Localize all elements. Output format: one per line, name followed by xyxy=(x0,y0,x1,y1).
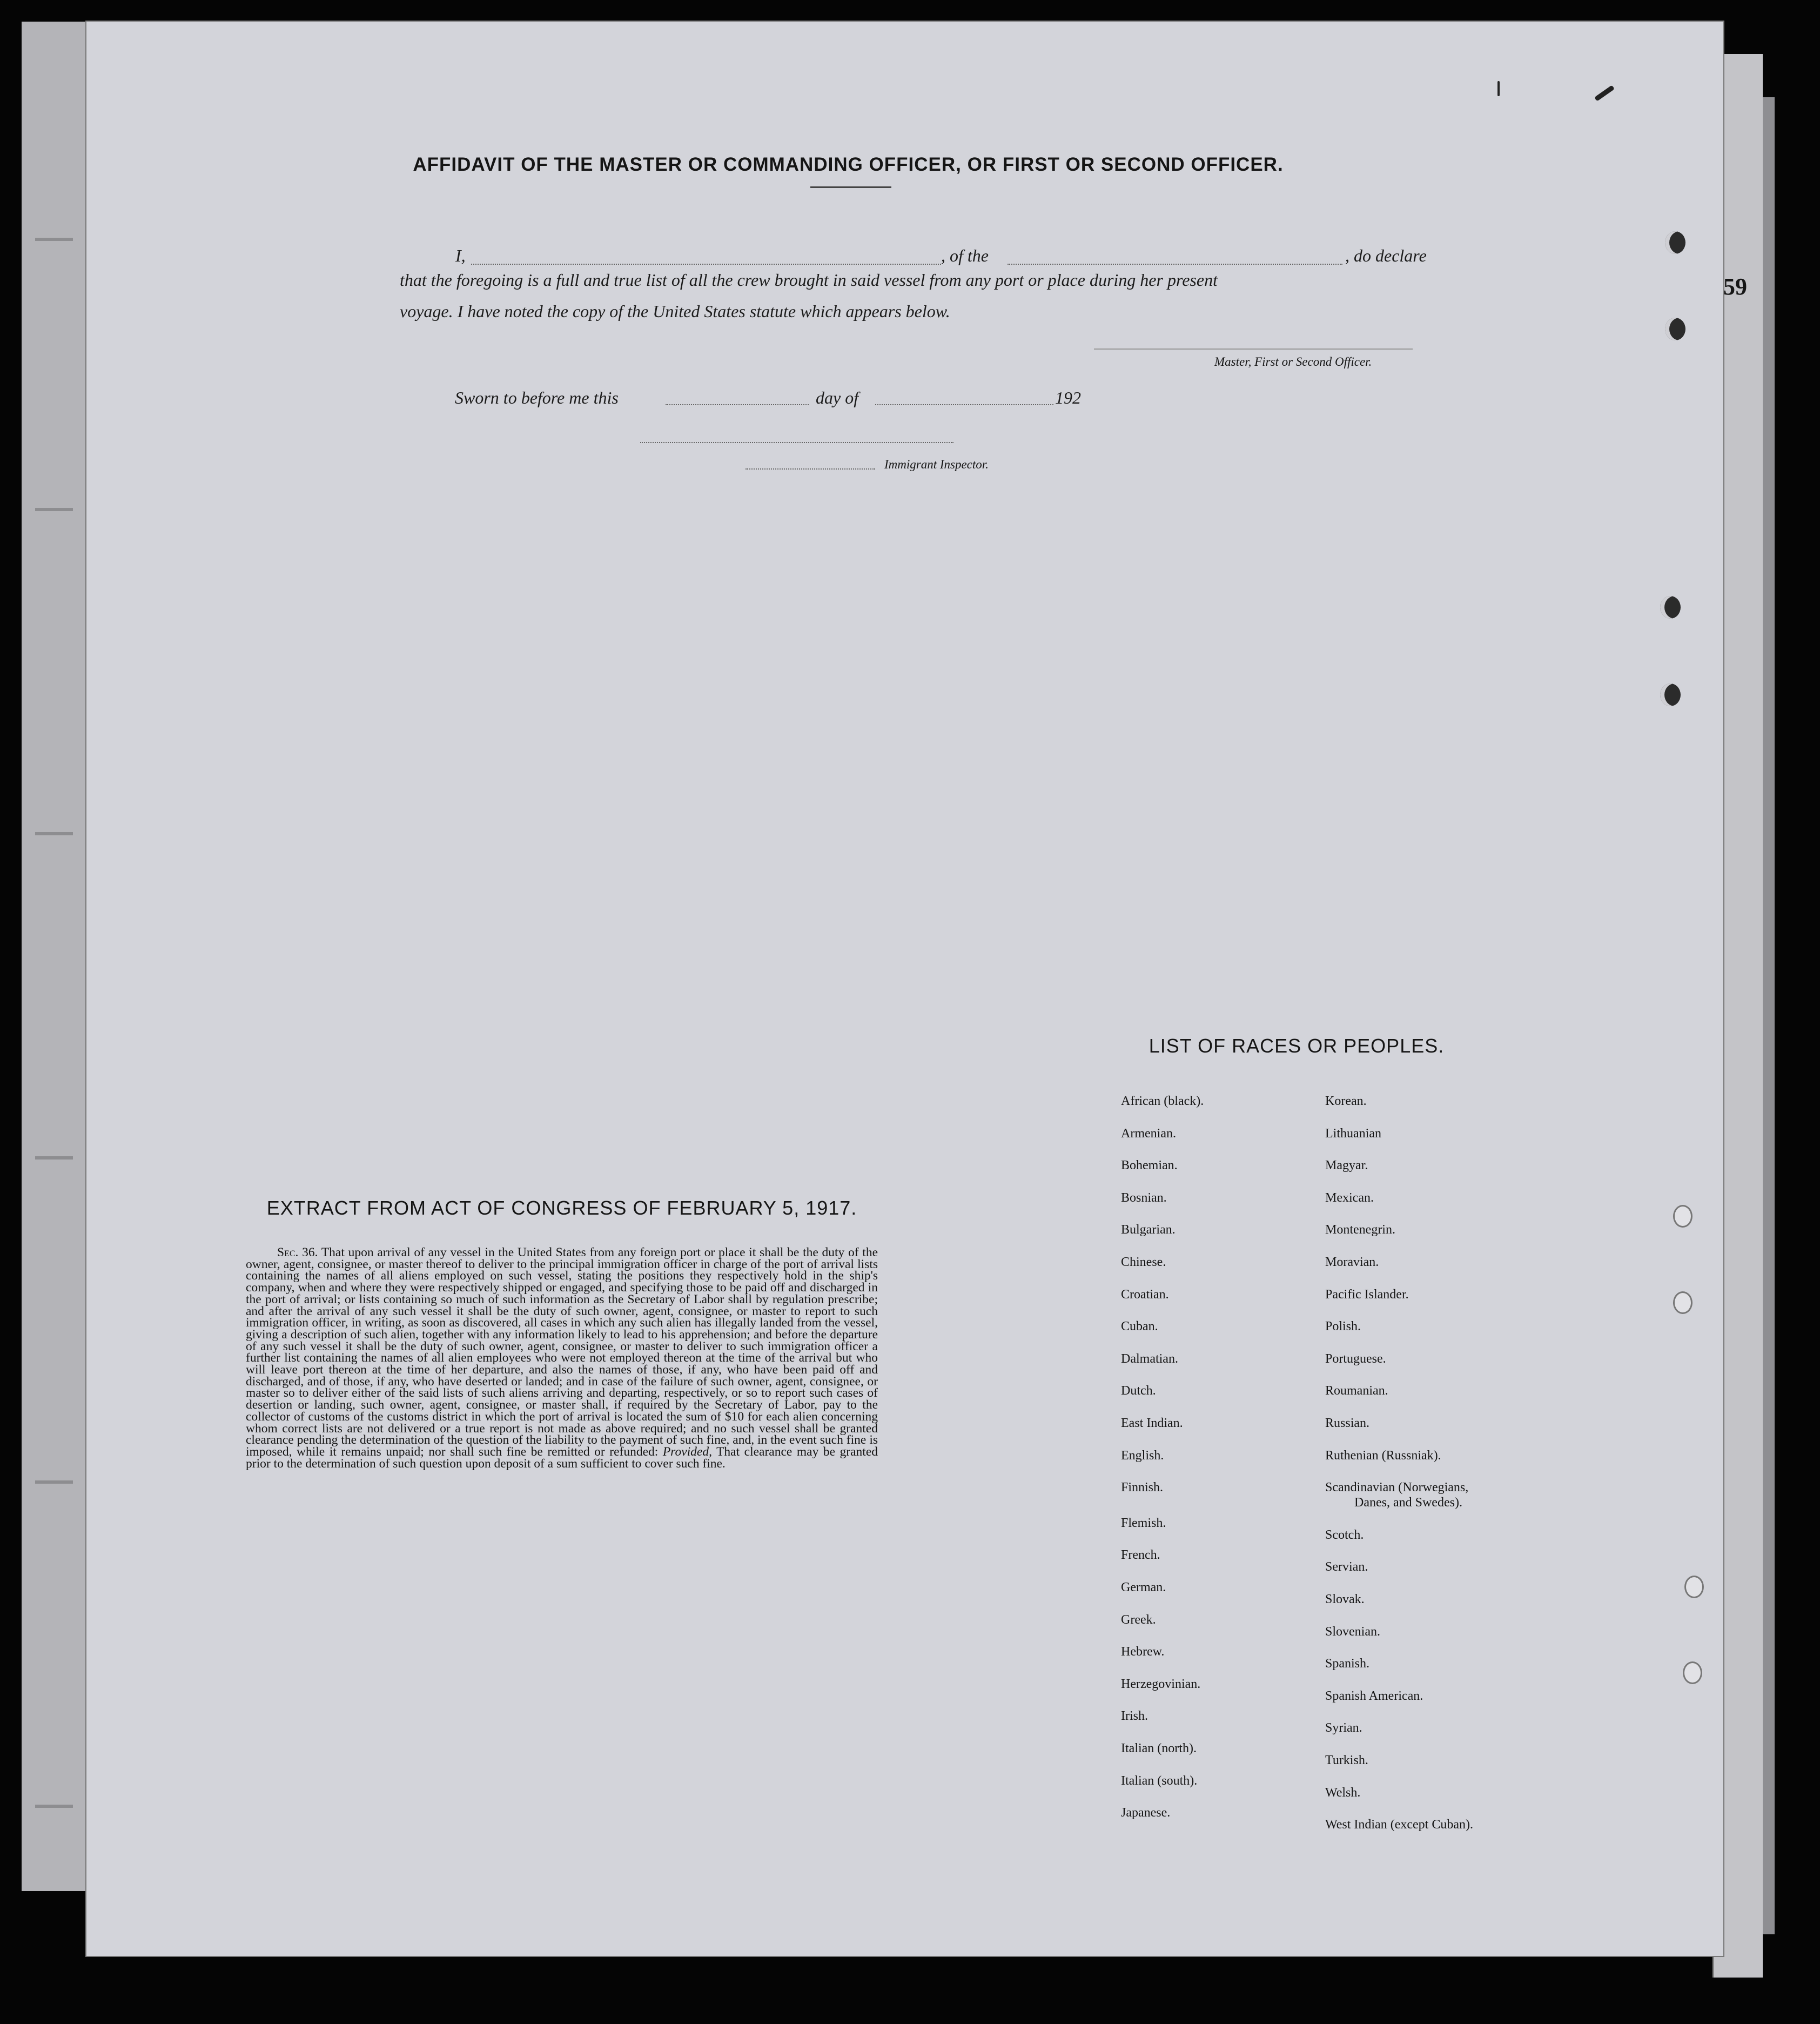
affidavit-line-2: that the foregoing is a full and true list of all the crew brought in said vessel from any port or place during her present xyxy=(400,270,1218,290)
race-item: Turkish. xyxy=(1325,1753,1368,1767)
races-title: LIST OF RACES OR PEOPLES. xyxy=(1149,1035,1445,1057)
race-item: Hebrew. xyxy=(1121,1645,1165,1659)
inspector-signature-line xyxy=(640,442,953,443)
race-item: Spanish American. xyxy=(1325,1688,1423,1703)
race-item: Slovak. xyxy=(1325,1592,1365,1606)
race-item: Spanish. xyxy=(1325,1657,1370,1671)
provided-text: That clearance may be granted prior to the determination of such question upon deposit of a sum sufficient to cover such fine. xyxy=(246,1444,878,1471)
binder-hole xyxy=(1665,231,1685,254)
race-item: Bulgarian. xyxy=(1121,1223,1176,1237)
binder-hole xyxy=(1684,1576,1704,1598)
race-item: Mexican. xyxy=(1325,1190,1374,1205)
binder-hole xyxy=(1660,596,1681,619)
race-item: Croatian. xyxy=(1121,1287,1169,1302)
binder-hole xyxy=(1665,318,1685,340)
race-item: English. xyxy=(1121,1448,1164,1463)
race-item: Portuguese. xyxy=(1325,1351,1386,1366)
race-item: Chinese. xyxy=(1121,1255,1166,1269)
race-item: French. xyxy=(1121,1548,1160,1563)
section-label: Sec. 36. xyxy=(277,1245,318,1259)
race-item: Scotch. xyxy=(1325,1527,1364,1542)
race-item: Slovenian. xyxy=(1325,1624,1380,1639)
title-underline xyxy=(810,186,891,188)
sworn-day-blank xyxy=(666,404,809,405)
race-item: Scandinavian (Norwegians, xyxy=(1325,1480,1469,1495)
sworn-day-of: day of xyxy=(816,388,859,407)
affidavit-declare: , do declare xyxy=(1345,246,1427,265)
race-item: Italian (south). xyxy=(1121,1773,1198,1788)
extract-body xyxy=(246,1247,878,1470)
sworn-month-blank xyxy=(875,404,1053,405)
section-text: That upon arrival of any vessel in the United States from any foreign port or place it shall be the duty of the owner, agent, consignee, or master thereof to deliver to the principal immigration officer in charge of the port of arrival lists containing the names of all aliens employed on such vessel, stating the positions they respectively hold in the ship's company, when and where they were respectively shipped or engaged, and specifying those to be paid off and discharged in the port of arrival; or lists containing so much of such information as the Secretary of Labor shall by regulation prescribe; and after the arrival of any such vessel it shall be the duty of such owner, agent, consignee, or master to report to such immigration officer, in writing, as soon as discovered, all cases in which any such alien has illegally landed from the vessel, giving a description of such alien, together with any information likely to lead to his apprehension; and before the departure of any such vessel it shall be the duty of such owner, agent, consignee, or master to deliver to such immigration officer a further list containing the names of all alien employees who were not employed thereon at the time of the arrival but who will leave port thereon at the time of her departure, and also the names of those, if any, who have been paid off and discharged, and of those, if any, who have deserted or landed; and in case of the failure of such owner, agent, consignee, or master so to deliver either of the said lists of such aliens arriving and departing, respectively, or so to report such cases of desertion or landing, such owner, agent, consignee, or master shall, if required by the Secretary of Labor, pay to the collector of customs of the customs district in which the port of arrival is located the sum of $10 for each alien concerning whom correct lists are not delivered or a true report is not made as above required; and no such vessel shall be granted clearance pending the determination of the question of the liability to the payment of such fine, and, in the event such fine is imposed, while it remains unpaid; nor shall such fine be remitted or refunded: xyxy=(246,1245,878,1459)
race-item: Italian (north). xyxy=(1121,1741,1197,1755)
race-item: Greek. xyxy=(1121,1612,1156,1627)
pen-mark xyxy=(1497,81,1500,96)
signature-line xyxy=(1094,348,1413,350)
race-item: Herzegovinian. xyxy=(1121,1677,1201,1691)
signature-caption: Master, First or Second Officer. xyxy=(1214,355,1372,368)
sworn-prefix: Sworn to before me this xyxy=(455,388,619,407)
affidavit-of-the: , of the xyxy=(941,246,989,265)
race-item: Ruthenian (Russniak). xyxy=(1325,1448,1441,1463)
inspector-caption: Immigrant Inspector. xyxy=(884,458,989,471)
race-item: Servian. xyxy=(1325,1560,1368,1574)
race-item: Dutch. xyxy=(1121,1384,1156,1398)
page-number: 59 xyxy=(1723,273,1747,300)
race-item: Flemish. xyxy=(1121,1516,1166,1530)
race-item: Syrian. xyxy=(1325,1721,1362,1735)
race-item: Japanese. xyxy=(1121,1806,1171,1820)
race-item: Bosnian. xyxy=(1121,1190,1167,1205)
race-item: Russian. xyxy=(1325,1416,1370,1430)
race-item: Lithuanian xyxy=(1325,1126,1381,1141)
binder-hole xyxy=(1683,1661,1702,1684)
race-item: Armenian. xyxy=(1121,1126,1176,1141)
provided-label: Provided, xyxy=(662,1444,712,1459)
sworn-year: 192 xyxy=(1055,388,1081,407)
race-item: Montenegrin. xyxy=(1325,1223,1395,1237)
race-item: Pacific Islander. xyxy=(1325,1287,1409,1302)
race-item: Finnish. xyxy=(1121,1480,1164,1495)
race-item: Irish. xyxy=(1121,1709,1148,1724)
affidavit-title: AFFIDAVIT OF THE MASTER OR COMMANDING OFFICER, OR FIRST OR SECOND OFFICER. xyxy=(413,154,1284,175)
race-item: Dalmatian. xyxy=(1121,1351,1178,1366)
binder-hole xyxy=(1660,683,1681,706)
race-item: German. xyxy=(1121,1580,1166,1594)
race-item: Magyar. xyxy=(1325,1158,1368,1173)
extract-title: EXTRACT FROM ACT OF CONGRESS OF FEBRUARY 5, 1917. xyxy=(266,1197,857,1219)
race-item: Polish. xyxy=(1325,1319,1361,1334)
race-item: Bohemian. xyxy=(1121,1158,1178,1173)
race-item: Korean. xyxy=(1325,1094,1367,1108)
affidavit-i: I, xyxy=(455,246,466,265)
race-item: East Indian. xyxy=(1121,1416,1183,1430)
race-item: Cuban. xyxy=(1121,1319,1158,1334)
race-item: West Indian (except Cuban). xyxy=(1325,1818,1473,1832)
name-blank xyxy=(471,264,941,265)
affidavit-line-3: voyage. I have noted the copy of the United States statute which appears below. xyxy=(400,301,950,321)
race-item: Danes, and Swedes). xyxy=(1354,1496,1462,1510)
inspector-line xyxy=(746,468,875,470)
race-item: African (black). xyxy=(1121,1094,1204,1108)
race-item: Roumanian. xyxy=(1325,1384,1388,1398)
race-item: Moravian. xyxy=(1325,1255,1379,1269)
vessel-blank xyxy=(1008,264,1342,265)
binder-hole xyxy=(1673,1291,1693,1314)
binder-hole xyxy=(1673,1205,1693,1228)
race-item: Welsh. xyxy=(1325,1785,1361,1800)
